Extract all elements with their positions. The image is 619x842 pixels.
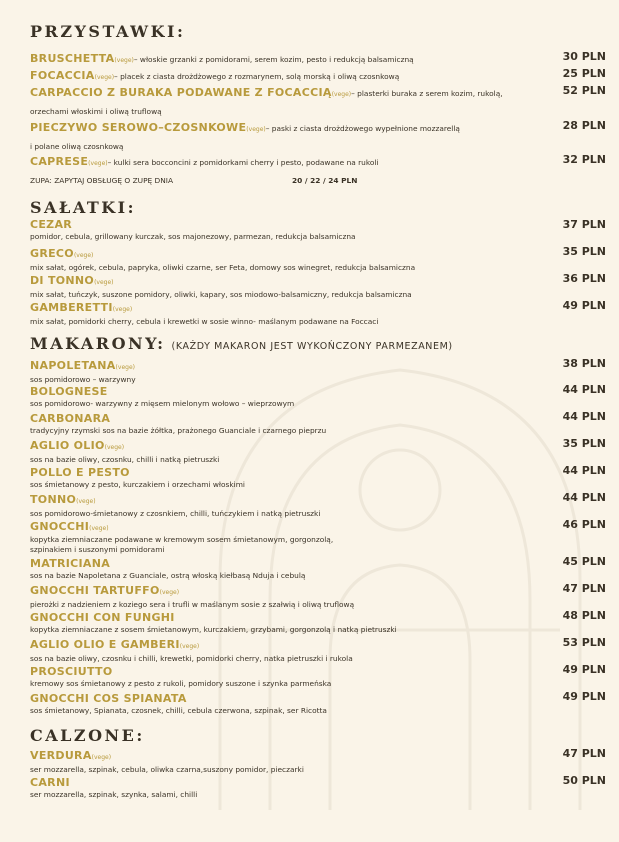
item-description: kopytka ziemniaczane podawane w kremowym sosem śmietanowym, gorgonzolą, bbox=[30, 535, 334, 544]
vege-tag: (vege) bbox=[112, 306, 133, 313]
menu-item bbox=[30, 272, 606, 301]
section-title-makarony bbox=[30, 334, 453, 353]
item-name: PIECZYWO SEROWO–CZOSNKOWE bbox=[30, 121, 247, 134]
item-price: 46 PLN bbox=[562, 518, 606, 531]
item-description: kremowy sos śmietanowy z pesto z rukoli, pomidory suszone i szynka parmeńska bbox=[30, 679, 332, 688]
section-title-text: MAKARONY: bbox=[30, 334, 166, 353]
item-price: 30 PLN bbox=[562, 50, 606, 63]
vege-tag: (vege) bbox=[76, 498, 96, 505]
menu-item bbox=[30, 218, 606, 243]
item-price: 47 PLN bbox=[562, 747, 606, 760]
item-name: CARPACCIO Z BURAKA PODAWANE Z FOCACCIĄ bbox=[30, 86, 332, 99]
vege-tag: (vege) bbox=[91, 754, 112, 761]
menu-item bbox=[30, 357, 606, 386]
item-price: 53 PLN bbox=[562, 636, 606, 649]
menu-item bbox=[30, 383, 606, 410]
menu-item bbox=[30, 609, 606, 636]
menu-item bbox=[30, 690, 606, 717]
menu-item bbox=[30, 153, 606, 170]
item-price: 36 PLN bbox=[562, 272, 606, 285]
item-description: – paski z ciasta drożdżowego wypełnione mozzarellą bbox=[265, 124, 460, 133]
menu-item bbox=[30, 663, 606, 690]
item-price: 52 PLN bbox=[562, 84, 606, 97]
item-price: 49 PLN bbox=[562, 299, 606, 312]
menu-item bbox=[30, 582, 606, 611]
item-name: GNOCCHI TARTUFFO bbox=[30, 584, 160, 597]
section-title-przystawki: PRZYSTAWKI: bbox=[30, 22, 186, 41]
vege-tag: (vege) bbox=[159, 589, 180, 596]
item-name: DI TONNO bbox=[30, 274, 95, 287]
menu-item bbox=[30, 119, 606, 153]
item-name: FOCACCIA bbox=[30, 69, 95, 82]
item-name: GRECO bbox=[30, 247, 74, 260]
item-description: sos na bazie oliwy, czosnku, chilli i natką pietruszki bbox=[30, 455, 220, 464]
item-description: mix sałat, ogórek, cebula, papryka, oliwki czarne, ser Feta, domowy sos winegret, redukcja balsamiczna bbox=[30, 263, 416, 272]
item-description: sos śmietanowy z pesto, kurczakiem i orzechami włoskimi bbox=[30, 480, 245, 489]
item-price: 32 PLN bbox=[562, 153, 606, 166]
item-description: sos pomidorowo- warzywny z mięsem mielonym wołowo – wieprzowym bbox=[30, 399, 295, 408]
menu-item bbox=[30, 555, 606, 582]
item-price: 48 PLN bbox=[562, 609, 606, 622]
vege-tag: (vege) bbox=[94, 279, 114, 286]
vege-tag: (vege) bbox=[246, 126, 266, 133]
vege-tag: (vege) bbox=[115, 364, 135, 371]
vege-tag: (vege) bbox=[179, 643, 200, 650]
item-description-cont: szpinakiem i suszonymi pomidorami bbox=[30, 545, 165, 554]
item-price: 44 PLN bbox=[562, 410, 606, 423]
menu-item bbox=[30, 410, 606, 437]
vege-tag: (vege) bbox=[331, 91, 352, 98]
item-name: GNOCCHI bbox=[30, 520, 90, 533]
menu-item bbox=[30, 518, 606, 555]
item-price: 38 PLN bbox=[562, 357, 606, 370]
item-name: TONNO bbox=[30, 493, 77, 506]
item-description: sos pomidorowo-śmietanowy z czosnkiem, chilli, tuńczykiem i natką pietruszki bbox=[30, 509, 321, 518]
section-title-salatki: SAŁATKI: bbox=[30, 198, 137, 217]
item-name: AGLIO OLIO E GAMBERI bbox=[30, 638, 180, 651]
item-name: CARBONARA bbox=[30, 412, 111, 425]
item-price: 49 PLN bbox=[562, 663, 606, 676]
item-name: GNOCCHI COS SPIANATA bbox=[30, 692, 187, 705]
item-description: – plasterki buraka z serem kozim, rukolą, bbox=[351, 89, 503, 98]
item-name: AGLIO OLIO bbox=[30, 439, 105, 452]
soup-prices: 20 / 22 / 24 PLN bbox=[292, 176, 358, 185]
vege-tag: (vege) bbox=[104, 444, 125, 451]
item-price: 44 PLN bbox=[562, 383, 606, 396]
item-description: pierożki z nadzieniem z koziego sera i trufli w maślanym sosie z szałwią i oliwą truflową bbox=[30, 600, 355, 609]
item-name: POLLO E PESTO bbox=[30, 466, 130, 479]
item-name: GNOCCHI CON FUNGHI bbox=[30, 611, 175, 624]
item-description: sos pomidorowo – warzywny bbox=[30, 375, 136, 384]
item-price: 49 PLN bbox=[562, 690, 606, 703]
item-name: CAPRESE bbox=[30, 155, 89, 168]
vege-tag: (vege) bbox=[88, 160, 108, 167]
item-price: 28 PLN bbox=[562, 119, 606, 132]
item-description: pomidor, cebula, grillowany kurczak, sos majonezowy, parmezan, redukcja balsamiczna bbox=[30, 232, 356, 241]
item-description-cont: i polane oliwą czosnkową bbox=[30, 142, 124, 151]
menu-item bbox=[30, 464, 606, 491]
vege-tag: (vege) bbox=[114, 57, 134, 64]
item-description: sos śmietanowy, Spianata, czosnek, chilli, cebula czerwona, szpinak, ser Ricotta bbox=[30, 706, 327, 715]
item-price: 44 PLN bbox=[562, 464, 606, 477]
item-description: mix sałat, pomidorki cherry, cebula i krewetki w sosie winno- maślanym podawane na Foccaci bbox=[30, 317, 379, 326]
item-price: 35 PLN bbox=[562, 245, 606, 258]
item-description: – włoskie grzanki z pomidorami, serem kozim, pesto i redukcją balsamiczną bbox=[133, 55, 414, 64]
menu-item bbox=[30, 245, 606, 274]
section-note: (KAŻDY MAKARON JEST WYKOŃCZONY PARMEZANEM) bbox=[171, 341, 453, 352]
item-price: 35 PLN bbox=[562, 437, 606, 450]
menu-item bbox=[30, 437, 606, 466]
item-description: – kulki sera bocconcini z pomidorkami cherry i pesto, podawane na rukoli bbox=[107, 158, 379, 167]
item-name: VERDURA bbox=[30, 749, 92, 762]
item-description: kopytka ziemniaczane z sosem śmietanowym, kurczakiem, grzybami, gorgonzolą i natką pietruszki bbox=[30, 625, 397, 634]
vege-tag: (vege) bbox=[73, 252, 94, 259]
item-price: 44 PLN bbox=[562, 491, 606, 504]
item-description: ser mozzarella, szpinak, cebula, oliwka czarna,suszony pomidor, pieczarki bbox=[30, 765, 304, 774]
menu-item bbox=[30, 747, 606, 776]
item-name: BOLOGNESE bbox=[30, 385, 108, 398]
menu-item bbox=[30, 84, 606, 118]
item-name: BRUSCHETTA bbox=[30, 52, 115, 65]
soup-label: ZUPA: ZAPYTAJ OBSŁUGĘ O ZUPĘ DNIA bbox=[30, 176, 174, 185]
item-name: CARNI bbox=[30, 776, 70, 789]
menu-item bbox=[30, 67, 606, 84]
vege-tag: (vege) bbox=[89, 525, 109, 532]
item-name: MATRICIANA bbox=[30, 557, 111, 570]
item-description: sos na bazie Napoletana z Guanciale, ostrą włoską kiełbasą Nduja i cebulą bbox=[30, 571, 306, 580]
menu-item bbox=[30, 299, 606, 328]
item-description-cont: orzechami włoskimi i oliwą truflową bbox=[30, 107, 162, 116]
menu-item bbox=[30, 774, 606, 801]
item-price: 45 PLN bbox=[562, 555, 606, 568]
item-description: – placek z ciasta drożdżowego z rozmarynem, solą morską i oliwą czosnkową bbox=[114, 72, 400, 81]
menu-item bbox=[30, 636, 606, 665]
item-price: 50 PLN bbox=[562, 774, 606, 787]
item-description: ser mozzarella, szpinak, szynka, salami, chilli bbox=[30, 790, 198, 799]
item-price: 37 PLN bbox=[562, 218, 606, 231]
menu-item bbox=[30, 491, 606, 520]
item-description: mix sałat, tuńczyk, suszone pomidory, oliwki, kapary, sos miodowo-balsamiczny, redukcja balsamiczna bbox=[30, 290, 412, 299]
item-name: GAMBERETTI bbox=[30, 301, 113, 314]
section-title-calzone: CALZONE: bbox=[30, 726, 145, 745]
item-description: tradycyjny rzymski sos na bazie żółtka, prażonego Guanciale i czarnego pieprzu bbox=[30, 426, 327, 435]
item-name: CEZAR bbox=[30, 218, 73, 231]
item-price: 47 PLN bbox=[562, 582, 606, 595]
vege-tag: (vege) bbox=[94, 74, 115, 81]
item-price: 25 PLN bbox=[562, 67, 606, 80]
item-name: NAPOLETANA bbox=[30, 359, 116, 372]
item-description: sos na bazie oliwy, czosnku i chilli, krewetki, pomidorki cherry, natka pietruszki i rukola bbox=[30, 654, 353, 663]
menu-item bbox=[30, 50, 606, 67]
item-name: PROSCIUTTO bbox=[30, 665, 113, 678]
